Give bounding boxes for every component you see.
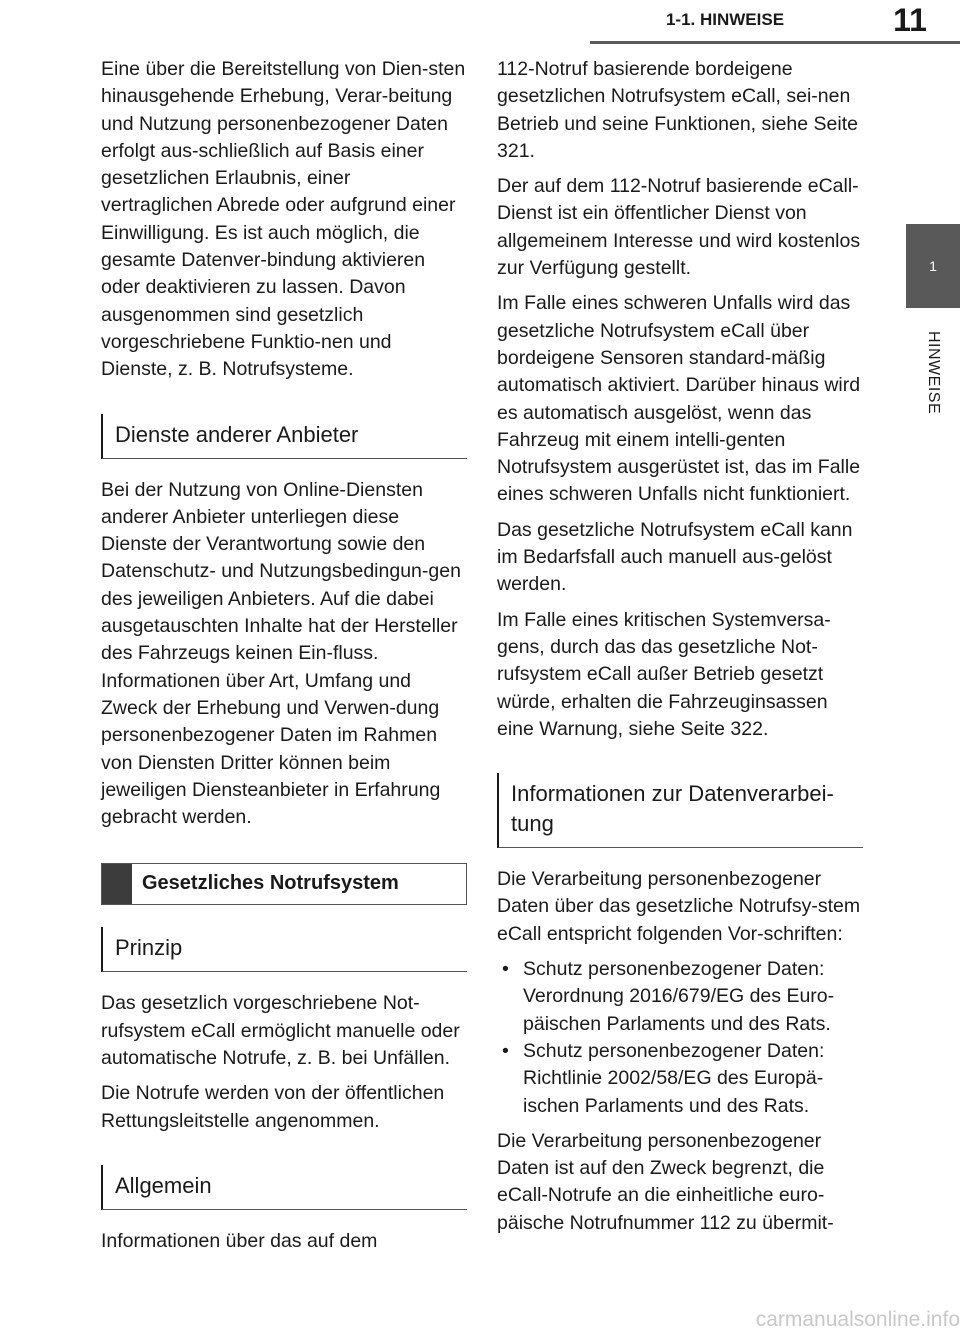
heading-notrufsystem: [101, 863, 467, 905]
side-tab-number[interactable]: 1: [906, 224, 960, 308]
right-paragraph-5: Im Falle eines kritischen Systemversa-gens, durch das das gesetzliche Not-rufsystem eCall außer Betrieb gesetzt würde, erhalten die Fahrzeuginsassen eine Warnung, siehe Seite 322.: [497, 608, 831, 740]
bullet-marker: •: [502, 1039, 509, 1062]
heading-datenverarbeitung: Informationen zur Datenverarbei-tung: [497, 773, 863, 848]
page-number: 11: [893, 2, 927, 38]
list-item: [497, 956, 863, 1038]
header-rule: [590, 41, 960, 44]
datenverarbeitung-intro: Die Verarbeitung personenbezogener Daten über das gesetzliche Notrufsy-stem eCall entspricht folgenden Vor-schriften:: [497, 868, 861, 945]
heading-allgemein: Allgemein: [101, 1165, 467, 1210]
heading-bar: [102, 864, 132, 904]
dienste-paragraph: Bei der Nutzung von Online-Diensten anderer Anbieter unterliegen diese Dienste der Verantwortung sowie den Datenschutz- und Nutzungsbedingun-gen des jeweiligen Anbieters. Auf die dabei ausgetauschten Inhalte hat der Hersteller des Fahrzeugs keinen Ein-fluss. Informationen über Art, Umfang und Zweck der Erhebung und Verwen-dung personenbezogener Daten im Rahmen von Diensten Dritter können beim jeweiligen Diensteanbieter in Erfahrung gebracht werden.: [101, 478, 461, 829]
left-column: [101, 56, 467, 1263]
right-paragraph-4: Das gesetzliche Notrufsystem eCall kann im Bedarfsfall auch manuell aus-gelöst werden.: [497, 518, 853, 596]
list-item: [497, 1038, 863, 1120]
heading-notrufsystem-text: Gesetzliches Notrufsystem: [142, 872, 399, 895]
heading-dienste: Dienste anderer Anbieter: [101, 414, 467, 459]
prinzip-paragraph-1: Das gesetzlich vorgeschriebene Not-rufsystem eCall ermöglicht manuelle oder automatische Notrufe, z. B. bei Unfällen.: [101, 992, 460, 1070]
allgemein-paragraph: Informationen über das auf dem: [101, 1229, 378, 1252]
right-paragraph-1: 112-Notruf basierende bordeigene gesetzlichen Notrufsystem eCall, sei-nen Betrieb und seine Funktionen, siehe Seite 321.: [497, 58, 858, 162]
right-column: [497, 56, 863, 1245]
list-item-text: Schutz personenbezogener Daten: Richtlinie 2002/58/EG des Europä-ischen Parlaments und des Rats.: [523, 1039, 825, 1117]
section-title: 1-1. HINWEISE: [665, 10, 785, 29]
regulation-list: [497, 956, 863, 1120]
list-item-text: Schutz personenbezogener Daten: Verordnung 2016/679/EG des Euro-päischen Parlaments und des Rats.: [523, 958, 835, 1035]
intro-paragraph: Eine über die Bereitstellung von Dien-sten hinausgehende Erhebung, Verar-beitung und Nutzung personenbezogener Daten erfolgt aus-schließlich auf Basis einer gesetzlichen Erlaubnis, einer vertraglichen Abrede oder aufgrund einer Einwilligung. Es ist auch möglich, die gesamte Datenver-bindung aktivieren oder deaktivieren zu lassen. Davon ausgenommen sind gesetzlich vorgeschriebene Funktio-nen und Dienste, z. B. Notrufsysteme.: [101, 58, 466, 381]
bullet-marker: •: [502, 958, 509, 981]
closing-paragraph: Die Verarbeitung personenbezogener Daten ist auf den Zweck begrenzt, die eCall-Notrufe an die einheitliche euro-päische Notrufnummer 112 zu übermit-: [497, 1129, 834, 1234]
right-paragraph-3: Im Falle eines schweren Unfalls wird das gesetzliche Notrufsystem eCall über bordeigene Sensoren standard-mäßig automatisch aktiviert. Darüber hinaus wird es automatisch ausgelöst, wenn das Fahrzeug mit einem intelli-genten Notrufsystem ausgerüstet ist, das im Falle eines schweren Unfalls nicht funktioniert.: [497, 292, 861, 506]
right-paragraph-2: Der auf dem 112-Notruf basierende eCall-Dienst ist ein öffentlicher Dienst von allgemeinem Interesse und wird kostenlos zur Verfügung gestellt.: [497, 175, 861, 280]
side-tab-label: HINWEISE: [925, 331, 942, 415]
watermark-text: carmanualsonline.info: [755, 1308, 960, 1331]
prinzip-paragraph-2: Die Notrufe werden von der öffentlichen Rettungsleitstelle angenommen.: [101, 1082, 445, 1132]
heading-prinzip: Prinzip: [101, 927, 467, 972]
